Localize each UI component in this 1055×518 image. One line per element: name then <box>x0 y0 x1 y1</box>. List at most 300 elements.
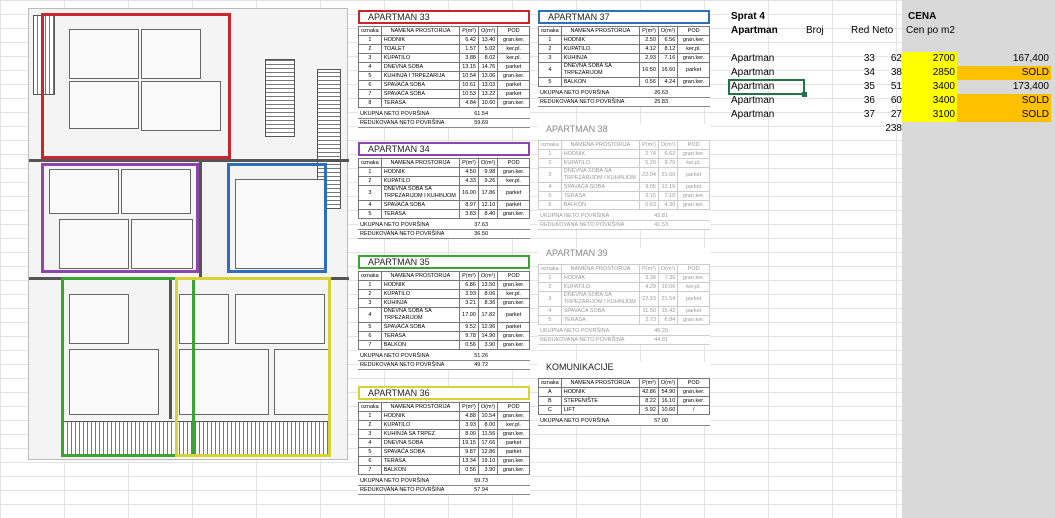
table-cell: 17.86 <box>478 186 497 201</box>
table-cell: 2.93 <box>640 54 659 63</box>
column-header: O(m¹) <box>478 272 497 281</box>
table-cell: 2 <box>539 45 562 54</box>
apartment-table <box>538 248 710 345</box>
column-header: POD <box>498 27 530 36</box>
table-cell: 5 <box>539 316 562 325</box>
column-header: NAMENA PROSTORIJA <box>561 141 639 150</box>
table-row <box>359 421 530 430</box>
table-cell: 9.70 <box>658 159 677 168</box>
table-cell: HODNIK <box>381 168 459 177</box>
table-cell: KUHINJA <box>561 54 639 63</box>
table-cell: 21.54 <box>658 292 677 307</box>
column-header: POD <box>678 379 710 388</box>
column-header: POD <box>498 272 530 281</box>
total-label: UKUPNA NETO POVRŠINA <box>540 328 610 334</box>
table-cell: 11.50 <box>640 307 659 316</box>
table-row <box>359 299 530 308</box>
table-cell: gran.ker. <box>498 99 530 108</box>
table-cell: 2 <box>359 177 382 186</box>
rooms-table <box>358 271 530 350</box>
column-header: P(m²) <box>640 379 659 388</box>
total-value: 59.73 <box>474 478 488 484</box>
table-cell: 3.83 <box>460 210 479 219</box>
table-cell: gran.ker. <box>498 210 530 219</box>
total-value: 26.63 <box>654 90 668 96</box>
apartment-table <box>358 10 530 128</box>
table-row <box>539 45 710 54</box>
table-cell: gran.ker. <box>498 332 530 341</box>
table-cell: 9.05 <box>640 183 659 192</box>
table-cell: 7.16 <box>658 54 677 63</box>
table-row <box>539 168 710 183</box>
price-cell[interactable]: 2850 <box>932 67 955 78</box>
red-neto-cell[interactable]: 62 <box>890 53 902 64</box>
table-cell: gran.ker. <box>498 430 530 439</box>
table-row <box>359 412 530 421</box>
table-cell: 16.50 <box>640 63 659 78</box>
table-cell: 1 <box>539 150 562 159</box>
table-cell: gran.ker. <box>678 54 710 63</box>
table-row <box>359 290 530 299</box>
apartment-title: APARTMAN 33 <box>358 10 530 24</box>
table-cell: 6 <box>359 332 382 341</box>
table-cell: 4.50 <box>460 168 479 177</box>
total-row <box>358 110 530 119</box>
table-cell: ker.pl. <box>498 45 530 54</box>
table-cell: 17.00 <box>460 308 479 323</box>
table-cell: SPAVAĆA SOBA <box>561 183 639 192</box>
table-row <box>539 54 710 63</box>
total-row <box>538 212 710 221</box>
table-row <box>539 397 710 406</box>
table-cell: 22.04 <box>640 168 659 183</box>
table-cell: 13.40 <box>478 36 497 45</box>
broj-cell[interactable]: 34 <box>863 67 875 78</box>
table-cell: 1 <box>359 168 382 177</box>
column-header: P(m²) <box>460 272 479 281</box>
table-cell: 3.93 <box>460 290 479 299</box>
cena-header: CENA <box>908 11 937 22</box>
column-header: NAMENA PROSTORIJA <box>561 27 639 36</box>
table-cell: 8.02 <box>478 54 497 63</box>
sold-cell[interactable]: SOLD <box>1021 67 1049 78</box>
table-row <box>359 341 530 350</box>
red-neto-cell[interactable]: 60 <box>890 95 902 106</box>
table-cell: gran.ker. <box>678 274 710 283</box>
table-cell: 4 <box>539 183 562 192</box>
total-row <box>538 327 710 336</box>
table-cell: parket <box>498 90 530 99</box>
table-cell: 4.88 <box>460 412 479 421</box>
apartman-name-cell[interactable]: Apartman <box>731 95 775 106</box>
table-cell: KUPATILO <box>561 45 639 54</box>
total-label: UKUPNA NETO POVRŠINA <box>360 478 430 484</box>
table-cell: 3.15 <box>640 192 659 201</box>
rooms-table <box>538 264 710 325</box>
table-cell: gran.ker. <box>498 299 530 308</box>
table-row <box>539 159 710 168</box>
table-cell: 5 <box>359 72 382 81</box>
table-cell: DNEVNA SOBA <box>381 439 459 448</box>
table-cell: 4.30 <box>658 201 677 210</box>
table-cell: 10.53 <box>460 90 479 99</box>
table-cell: DNEVNA SOBA SA TRPEZARIJOM I KUHINJOM <box>381 186 459 201</box>
table-cell: 4.33 <box>460 177 479 186</box>
table-cell: ker.pl. <box>678 45 710 54</box>
table-cell: 9.52 <box>460 323 479 332</box>
column-header: oznaka <box>539 379 562 388</box>
table-cell: 4 <box>359 201 382 210</box>
apartment-33-outline <box>41 13 231 159</box>
table-cell: parket <box>498 81 530 90</box>
table-cell: 6 <box>539 201 562 210</box>
table-cell: gran.ker. <box>498 341 530 350</box>
total-price-cell[interactable]: 167,400 <box>1012 53 1049 64</box>
price-cell[interactable]: 2700 <box>932 53 955 64</box>
table-cell: 12.96 <box>478 323 497 332</box>
floor-label: Sprat 4 <box>731 11 765 22</box>
column-header: O(m¹) <box>658 141 677 150</box>
apartment-title: APARTMAN 35 <box>358 255 530 269</box>
table-row <box>539 388 710 397</box>
table-cell: DNEVNA SOBA SA TRPEZARIJOM I KUHINJOM <box>561 292 639 307</box>
table-row <box>359 308 530 323</box>
red-neto-cell[interactable]: 38 <box>890 67 902 78</box>
column-header: oznaka <box>359 27 382 36</box>
apartment-table <box>538 362 710 426</box>
table-cell: parket <box>498 63 530 72</box>
total-row <box>358 221 530 230</box>
table-cell: gran.ker. <box>498 466 530 475</box>
table-cell: parket <box>678 307 710 316</box>
column-header: POD <box>678 265 710 274</box>
table-cell: 4 <box>539 63 562 78</box>
table-row <box>359 63 530 72</box>
column-header: NAMENA PROSTORIJA <box>381 27 459 36</box>
total-label: UKUPNA NETO POVRŠINA <box>540 90 610 96</box>
table-row <box>539 274 710 283</box>
col-header-cena-m2: Cen po m2 <box>906 25 955 36</box>
column-header: P(m²) <box>460 27 479 36</box>
total-label: REDUKOVANA NETO POVRŠINA <box>360 362 445 368</box>
table-cell: 1 <box>539 274 562 283</box>
column-header: NAMENA PROSTORIJA <box>561 379 639 388</box>
table-row <box>359 99 530 108</box>
table-cell: HODNIK <box>381 281 459 290</box>
total-price-cell[interactable]: 173,400 <box>1012 81 1049 92</box>
column-header: O(m¹) <box>478 27 497 36</box>
table-cell: KUPATILO <box>381 54 459 63</box>
total-label: UKUPNA NETO POVRŠINA <box>360 353 430 359</box>
table-cell: gran.ker. <box>498 281 530 290</box>
table-cell: 8.00 <box>460 430 479 439</box>
table-cell: 2.74 <box>640 150 659 159</box>
column-header: P(m²) <box>640 27 659 36</box>
price-cell[interactable]: 3400 <box>932 81 955 92</box>
table-cell: 6.62 <box>658 150 677 159</box>
table-cell: 7.10 <box>658 192 677 201</box>
table-cell: 8.40 <box>478 210 497 219</box>
table-cell: SPAVAĆA SOBA <box>381 448 459 457</box>
table-cell: 7 <box>359 90 382 99</box>
apartment-34-outline <box>41 163 199 273</box>
table-cell: gran.ker. <box>678 397 710 406</box>
broj-cell[interactable]: 35 <box>863 81 875 92</box>
col-header-broj: Broj <box>806 25 824 36</box>
total-value: 44.81 <box>654 337 668 343</box>
table-cell: 3.88 <box>460 54 479 63</box>
table-cell: 8.00 <box>478 421 497 430</box>
table-cell: BALKON <box>561 201 639 210</box>
apartment-table <box>358 255 530 370</box>
totals <box>358 110 530 128</box>
red-neto-cell[interactable]: 51 <box>890 81 902 92</box>
broj-cell[interactable]: 37 <box>863 109 875 120</box>
table-row <box>359 177 530 186</box>
table-cell: 11.56 <box>478 430 497 439</box>
table-cell: 10.60 <box>478 99 497 108</box>
sold-cell[interactable]: SOLD <box>1021 95 1049 106</box>
apartman-name-cell[interactable]: Apartman <box>731 53 775 64</box>
table-row <box>359 54 530 63</box>
table-cell: 13.22 <box>478 90 497 99</box>
table-cell: ker.pl. <box>498 54 530 63</box>
table-cell: 13.03 <box>478 81 497 90</box>
selected-cell[interactable] <box>728 79 805 95</box>
table-cell: 2.50 <box>640 36 659 45</box>
table-row <box>359 72 530 81</box>
table-cell: DNEVNA SOBA SA TRPEZARIJOM <box>381 308 459 323</box>
total-row <box>358 486 530 495</box>
table-row <box>539 307 710 316</box>
table-cell: HODNIK <box>561 274 639 283</box>
table-cell: 1.57 <box>460 45 479 54</box>
table-row <box>359 36 530 45</box>
table-cell: gran.ker. <box>498 72 530 81</box>
table-cell: 13.15 <box>460 63 479 72</box>
table-cell: 17.82 <box>478 308 497 323</box>
apartment-table <box>358 386 530 495</box>
table-cell: 2 <box>359 290 382 299</box>
table-cell: KUHINJA SA TRPEZ <box>381 430 459 439</box>
table-cell: 4 <box>359 308 382 323</box>
total-label: REDUKOVANA NETO POVRŠINA <box>360 231 445 237</box>
table-row <box>359 457 530 466</box>
apartment-title: APARTMAN 37 <box>538 10 710 24</box>
total-row <box>538 417 710 426</box>
total-row <box>358 119 530 128</box>
total-value: 57.00 <box>654 418 668 424</box>
table-cell: 19.10 <box>478 457 497 466</box>
sold-cell[interactable]: SOLD <box>1021 109 1049 120</box>
sum-neto[interactable]: 238 <box>885 123 902 134</box>
table-cell: 3.90 <box>478 341 497 350</box>
table-cell: parket <box>678 63 710 78</box>
table-cell: 8 <box>359 99 382 108</box>
column-header: O(m¹) <box>658 27 677 36</box>
rooms-table <box>358 26 530 108</box>
table-cell: 5 <box>539 192 562 201</box>
table-cell: TERASA <box>561 192 639 201</box>
table-cell: 2.73 <box>640 316 659 325</box>
apartman-name-cell[interactable]: Apartman <box>731 109 775 120</box>
table-cell: 4.12 <box>640 45 659 54</box>
wall <box>29 159 349 162</box>
table-cell: 5.02 <box>478 45 497 54</box>
table-cell: 1 <box>539 36 562 45</box>
rooms-table <box>538 378 710 415</box>
column-header: P(m²) <box>460 403 479 412</box>
total-label: UKUPNA NETO POVRŠINA <box>360 111 430 117</box>
red-neto-cell[interactable]: 27 <box>890 109 902 120</box>
table-cell: 2 <box>539 283 562 292</box>
table-cell: KUHINJA <box>381 299 459 308</box>
apartman-name-cell[interactable]: Apartman <box>731 81 775 92</box>
table-cell: 13.34 <box>460 457 479 466</box>
table-cell: B <box>539 397 562 406</box>
table-cell: parket <box>498 439 530 448</box>
apartment-37-outline <box>227 163 327 273</box>
broj-cell[interactable]: 33 <box>863 53 875 64</box>
totals <box>538 212 710 230</box>
table-cell: 5 <box>359 210 382 219</box>
column-header: oznaka <box>359 403 382 412</box>
table-cell: 12.10 <box>478 201 497 210</box>
table-row <box>359 168 530 177</box>
column-header: O(m¹) <box>478 159 497 168</box>
table-cell: 16.10 <box>658 397 677 406</box>
table-cell: 4.24 <box>658 78 677 87</box>
apartman-name-cell[interactable]: Apartman <box>731 67 775 78</box>
table-cell: 0.56 <box>460 341 479 350</box>
fill-handle[interactable] <box>802 92 807 97</box>
total-value: 25.83 <box>654 99 668 105</box>
table-row <box>359 448 530 457</box>
apartment-table <box>538 124 710 230</box>
table-cell: 9.98 <box>478 168 497 177</box>
table-cell: gran.ker. <box>678 316 710 325</box>
table-cell: 22.33 <box>640 292 659 307</box>
floor-plan <box>28 8 348 460</box>
totals <box>358 221 530 239</box>
column-header: NAMENA PROSTORIJA <box>381 272 459 281</box>
table-cell: 17.66 <box>478 439 497 448</box>
column-header: POD <box>678 141 710 150</box>
table-cell: 13.50 <box>478 281 497 290</box>
table-cell: 12.16 <box>658 183 677 192</box>
table-cell: ker.pl. <box>678 283 710 292</box>
table-cell: KUHINJA I TRPEZARIJA <box>381 72 459 81</box>
table-cell: 42.86 <box>640 388 659 397</box>
broj-cell[interactable]: 36 <box>863 95 875 106</box>
table-cell: 5 <box>539 78 562 87</box>
table-cell: 14.76 <box>478 63 497 72</box>
totals <box>358 352 530 370</box>
table-cell: gran.ker. <box>498 168 530 177</box>
table-cell: 13.06 <box>478 72 497 81</box>
staircase <box>265 59 295 137</box>
table-cell: HODNIK <box>561 36 639 45</box>
table-cell: 0.56 <box>640 78 659 87</box>
table-cell: 4.84 <box>460 99 479 108</box>
table-cell: 10.54 <box>478 412 497 421</box>
total-row <box>538 221 710 230</box>
total-label: REDUKOVANA NETO POVRŠINA <box>540 99 625 105</box>
table-cell: 15.42 <box>658 307 677 316</box>
total-row <box>538 89 710 98</box>
column-header: P(m²) <box>640 141 659 150</box>
table-cell: 16.00 <box>460 186 479 201</box>
table-cell: LIFT <box>561 406 639 415</box>
total-label: REDUKOVANA NETO POVRŠINA <box>360 120 445 126</box>
table-cell: KUPATILO <box>561 159 639 168</box>
total-value: 36.50 <box>474 231 488 237</box>
table-row <box>359 439 530 448</box>
table-cell: HODNIK <box>381 36 459 45</box>
table-cell: KUPATILO <box>381 290 459 299</box>
table-cell: 1 <box>359 412 382 421</box>
col-header-apartman: Apartman <box>731 25 778 36</box>
table-row <box>539 78 710 87</box>
table-cell: 5 <box>359 448 382 457</box>
table-cell: 10.54 <box>460 72 479 81</box>
table-cell: 16.60 <box>658 63 677 78</box>
rooms-table <box>538 140 710 210</box>
price-cell[interactable]: 3100 <box>932 109 955 120</box>
column-header: NAMENA PROSTORIJA <box>381 159 459 168</box>
table-cell: 3 <box>359 54 382 63</box>
table-cell: 0.56 <box>460 466 479 475</box>
apartment-36-outline <box>175 277 331 457</box>
table-cell: TERASA <box>561 316 639 325</box>
total-value: 61.54 <box>474 111 488 117</box>
table-cell: 6.86 <box>460 281 479 290</box>
totals <box>358 477 530 495</box>
table-cell: gran.ker. <box>498 457 530 466</box>
apartment-table <box>358 142 530 239</box>
totals <box>538 89 710 107</box>
column-header: oznaka <box>539 141 562 150</box>
table-cell: DNEVNA SOBA SA TRPEZARIJOM <box>561 63 639 78</box>
total-value: 41.53 <box>654 222 668 228</box>
table-row <box>539 192 710 201</box>
total-value: 57.94 <box>474 487 488 493</box>
table-row <box>539 292 710 307</box>
total-label: UKUPNA NETO POVRŠINA <box>360 222 430 228</box>
table-cell: SPAVAĆA SOBA <box>381 90 459 99</box>
table-cell: 3 <box>539 168 562 183</box>
table-cell: 3 <box>539 54 562 63</box>
table-cell: ker.pl. <box>678 159 710 168</box>
table-cell: ker.pl. <box>498 421 530 430</box>
table-cell: 9.78 <box>460 332 479 341</box>
total-label: UKUPNA NETO POVRŠINA <box>540 213 610 219</box>
column-header: P(m²) <box>640 265 659 274</box>
table-cell: 7 <box>359 466 382 475</box>
table-row <box>359 81 530 90</box>
table-cell: 3 <box>359 299 382 308</box>
table-cell: HODNIK <box>561 388 639 397</box>
total-row <box>358 230 530 239</box>
table-cell: 8.22 <box>640 397 659 406</box>
table-cell: parket <box>498 448 530 457</box>
price-cell[interactable]: 3400 <box>932 95 955 106</box>
table-cell: SPAVAĆA SOBA <box>381 81 459 90</box>
table-cell: 4 <box>359 63 382 72</box>
table-cell: ker.pl. <box>498 177 530 186</box>
table-cell: TERASA <box>381 332 459 341</box>
table-row <box>359 323 530 332</box>
